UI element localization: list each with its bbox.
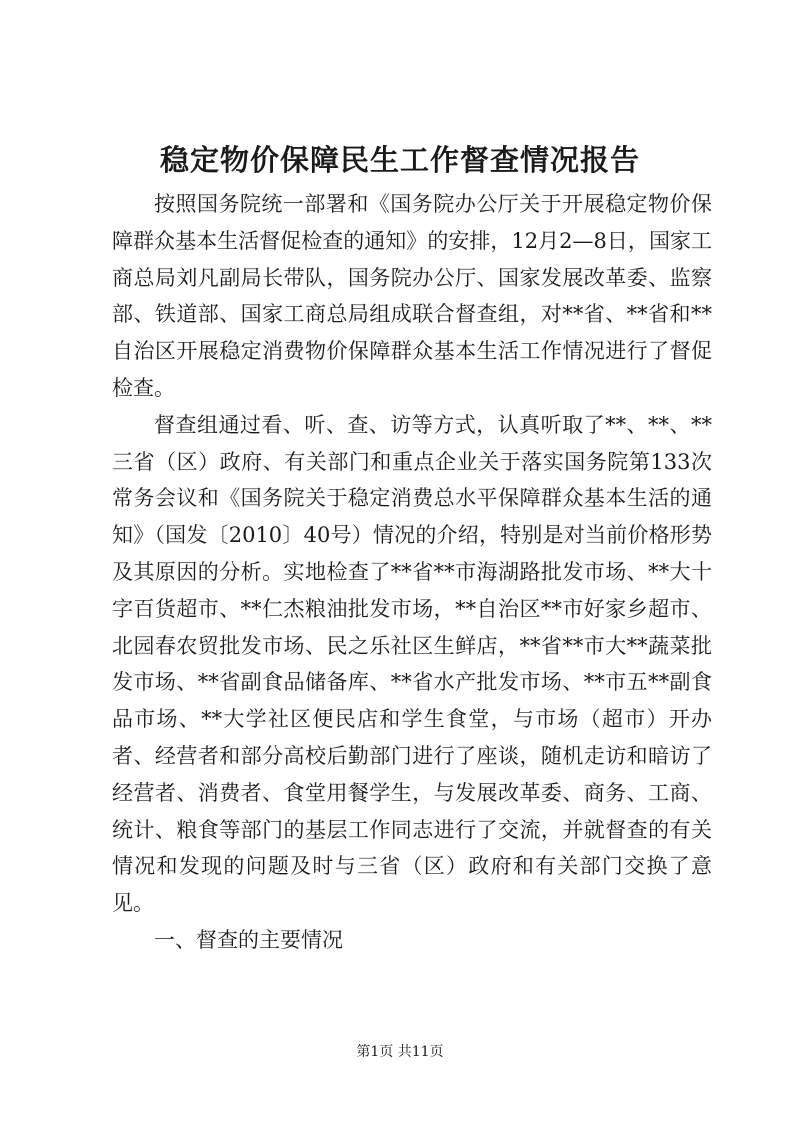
- paragraph-1: 按照国务院统一部署和《国务院办公厅关于开展稳定物价保障群众基本生活督促检查的通知》的安排，12月2—8日，国家工商总局刘凡副局长带队，国务院办公厅、国家发展改革委、监察部、铁道部、国家工商总局组成联合督查组，对**省、**省和**自治区开展稳定消费物价保障群众基本生活工作情况进行了督促检查。: [112, 192, 712, 400]
- section-heading: 一、督查的主要情况: [154, 927, 343, 952]
- paragraph-2: 督查组通过看、听、查、访等方式，认真听取了**、**、**三省（区）政府、有关部门和重点企业关于落实国务院第133次常务会议和《国务院关于稳定消费总水平保障群众基本生活的通知》（国发〔2010〕40号）情况的介绍，特别是对当前价格形势及其原因的分析。实地检查了**省**市海湖路批发市场、**大十字百货超市、**仁杰粮油批发市场，**自治区**市好家乡超市、北园春农贸批发市场、民之乐社区生鲜店，**省**市大**蔬菜批发市场、**省副食品储备库、**省水产批发市场、**市五**副食品市场、**大学社区便民店和学生食堂，与市场（超市）开办者、经营者和部分高校后勤部门进行了座谈，随机走访和暗访了经营者、消费者、食堂用餐学生，与发展改革委、商务、工商、统计、粮食等部门的基层工作同志进行了交流，并就督查的有关情况和发现的问题及时与三省（区）政府和有关部门交换了意见。: [112, 412, 712, 916]
- document-title: 稳定物价保障民生工作督查情况报告: [159, 143, 640, 177]
- page-number-footer: 第1页 共11页: [356, 1044, 444, 1060]
- document-body: [112, 186, 712, 959]
